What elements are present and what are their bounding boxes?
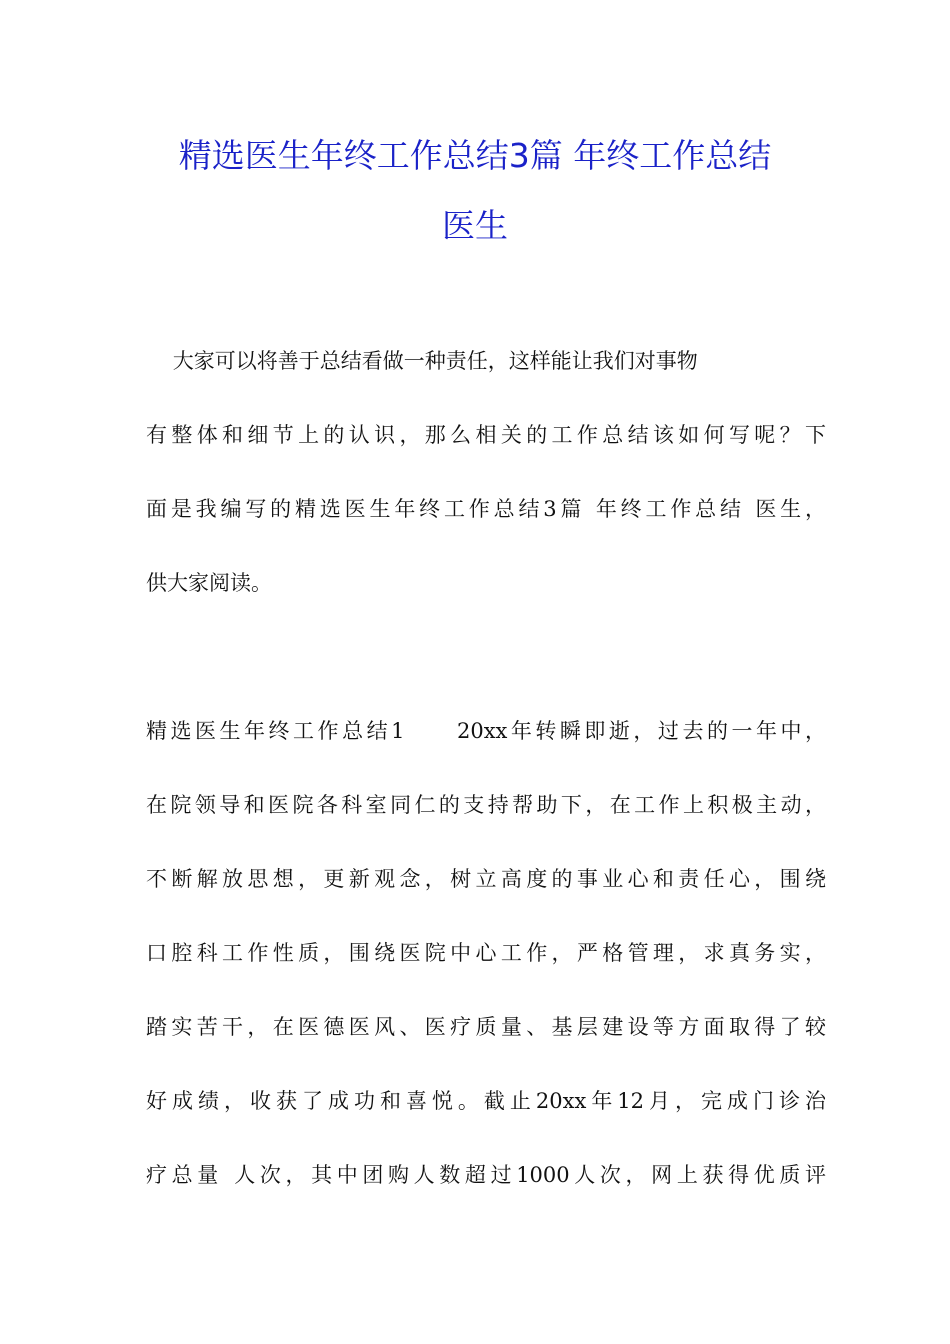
intro-line: 供大家阅读。	[146, 571, 272, 595]
section-line: 好成绩，收获了成功和喜悦。截止20xx年12月，完成门诊治	[146, 1089, 826, 1113]
document-title-line-2: 医生	[442, 206, 508, 245]
section-line: 在院领导和医院各科室同仁的支持帮助下，在工作上积极主动，	[146, 793, 826, 817]
section-line: 疗总量 人次，其中团购人数超过1000人次，网上获得优质评	[146, 1163, 826, 1187]
section-line: 精选医生年终工作总结1 20xx年转瞬即逝，过去的一年中，	[146, 719, 826, 743]
intro-line: 面是我编写的精选医生年终工作总结3篇 年终工作总结 医生，	[146, 497, 826, 521]
section-line: 不断解放思想，更新观念，树立高度的事业心和责任心，围绕	[146, 867, 826, 891]
document-title-line-1: 精选医生年终工作总结3篇 年终工作总结	[178, 136, 772, 175]
intro-line: 有整体和细节上的认识，那么相关的工作总结该如何写呢？下	[146, 423, 826, 447]
section-line: 踏实苦干，在医德医风、医疗质量、基层建设等方面取得了较	[146, 1015, 826, 1039]
section-line: 口腔科工作性质，围绕医院中心工作，严格管理，求真务实，	[146, 941, 826, 965]
intro-line: 大家可以将善于总结看做一种责任，这样能让我们对事物	[146, 349, 698, 373]
